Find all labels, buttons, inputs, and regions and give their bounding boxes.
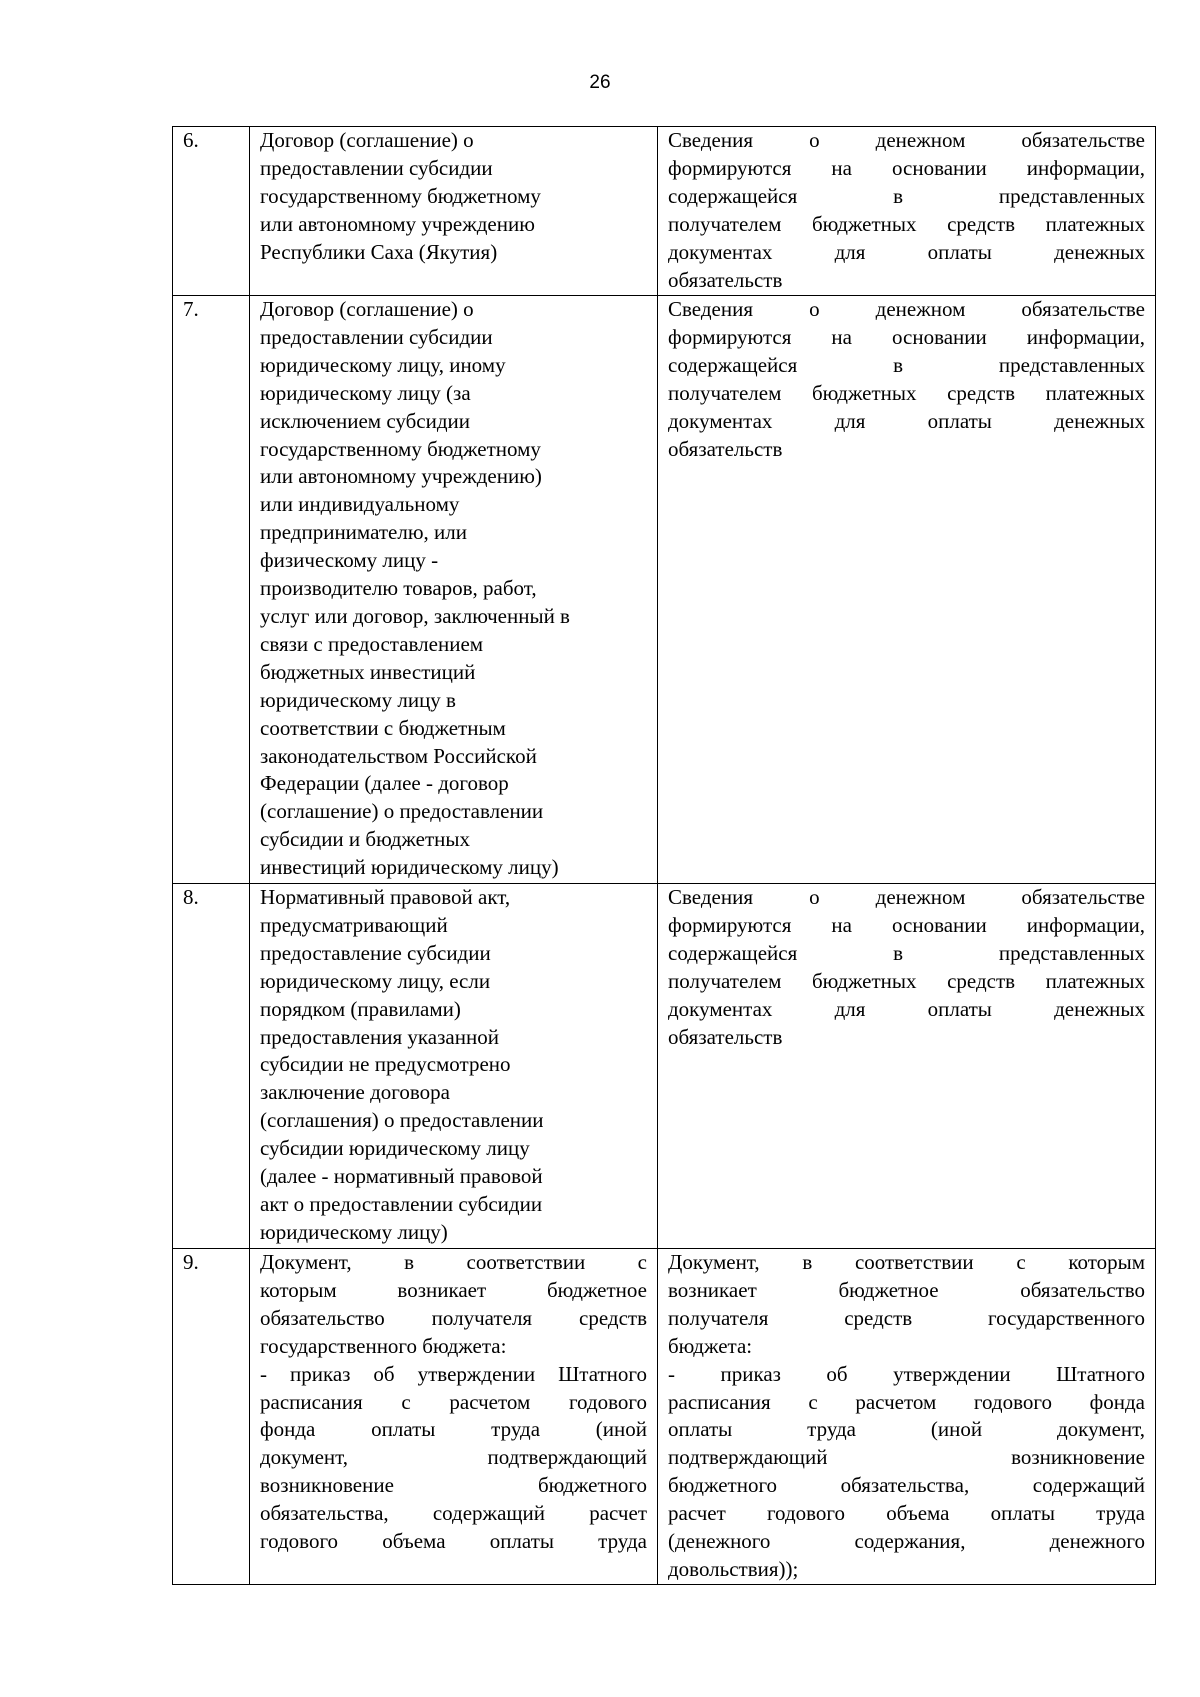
document-cell <box>250 127 658 296</box>
document-cell <box>250 1249 658 1585</box>
cell-text-line: обязательств <box>668 436 783 461</box>
cell-text-line: государственному бюджетному <box>260 183 541 208</box>
cell-text-line: формируются на основании информации, <box>668 324 1145 349</box>
row-number: 6. <box>173 127 250 296</box>
cell-text-line: Договор (соглашение) о <box>260 297 474 321</box>
cell-text-line: расчет годового объема оплаты труда <box>668 1501 1145 1526</box>
cell-text-line: Сведения о денежном обязательстве <box>668 128 1145 152</box>
cell-text-line: соответствии с бюджетным <box>260 715 506 740</box>
cell-text-line: субсидии не предусмотрено <box>260 1052 511 1077</box>
info-cell <box>658 1249 1156 1585</box>
row-number: 9. <box>173 1249 250 1585</box>
cell-text-line: бюджета: <box>668 1333 753 1358</box>
cell-text-line: порядком (правилами) <box>260 996 461 1021</box>
cell-text-line: юридическому лицу (за <box>260 380 471 405</box>
cell-text-line: предоставлении субсидии <box>260 324 493 349</box>
cell-text-line: юридическому лицу в <box>260 687 456 712</box>
cell-text-line: содержащейся в представленных <box>668 940 1145 965</box>
cell-text-line: Сведения о денежном обязательстве <box>668 885 1145 909</box>
document-table <box>172 126 1156 1585</box>
cell-text-line: исключением субсидии <box>260 408 471 433</box>
cell-text-line: Нормативный правовой акт, <box>260 885 511 909</box>
cell-text-line: документах для оплаты денежных <box>668 996 1145 1021</box>
cell-text-line: возникновение бюджетного <box>260 1473 647 1498</box>
document-cell <box>250 884 658 1249</box>
cell-text-line: довольствия)); <box>668 1556 799 1581</box>
cell-text-line: законодательством Российской <box>260 743 537 768</box>
table-row <box>173 296 1156 884</box>
cell-text-line: субсидии юридическому лицу <box>260 1136 530 1161</box>
cell-text-line: производителю товаров, работ, <box>260 576 537 601</box>
cell-text-line: (соглашение) о предоставлении <box>260 799 544 824</box>
cell-text-line: расписания с расчетом годового фонда <box>668 1389 1145 1414</box>
cell-text-line: подтверждающий возникновение <box>668 1445 1145 1470</box>
cell-text-line: получателем бюджетных средств платежных <box>668 968 1145 993</box>
cell-text-line: Сведения о денежном обязательстве <box>668 297 1145 321</box>
cell-text-line: бюджетных инвестиций <box>260 659 476 684</box>
cell-text-line: получателем бюджетных средств платежных <box>668 211 1145 236</box>
cell-text-line: предоставлении субсидии <box>260 155 493 180</box>
cell-text-line: - приказ об утверждении Штатного <box>260 1361 647 1386</box>
cell-text-line: юридическому лицу, иному <box>260 352 506 377</box>
table-row <box>173 884 1156 1249</box>
page-number: 26 <box>589 72 611 93</box>
cell-text-line: или индивидуальному <box>260 492 460 517</box>
info-cell <box>658 296 1156 884</box>
table-row <box>173 1249 1156 1585</box>
cell-text-line: годового объема оплаты труда <box>260 1529 647 1554</box>
table-row <box>173 127 1156 296</box>
cell-text-line: предпринимателю, или <box>260 520 467 545</box>
cell-text-line: заключение договора <box>260 1080 450 1105</box>
cell-text-line: содержащейся в представленных <box>668 352 1145 377</box>
cell-text-line: которым возникает бюджетное <box>260 1277 647 1302</box>
info-cell <box>658 127 1156 296</box>
row-number: 7. <box>173 296 250 884</box>
cell-text-line: получателя средств государственного <box>668 1305 1145 1330</box>
cell-text-line: Документ, в соответствии с <box>260 1250 647 1274</box>
cell-text-line: акт о предоставлении субсидии <box>260 1191 543 1216</box>
cell-text-line: услуг или договор, заключенный в <box>260 603 570 628</box>
cell-text-line: государственного бюджета: <box>260 1333 507 1358</box>
cell-text-line: обязательств <box>668 267 783 292</box>
cell-text-line: содержащейся в представленных <box>668 183 1145 208</box>
row-number: 8. <box>173 884 250 1249</box>
cell-text-line: формируются на основании информации, <box>668 912 1145 937</box>
cell-text-line: расписания с расчетом годового <box>260 1389 647 1414</box>
cell-text-line: связи с предоставлением <box>260 631 484 656</box>
cell-text-line: возникает бюджетное обязательство <box>668 1277 1145 1302</box>
info-cell <box>658 884 1156 1249</box>
cell-text-line: физическому лицу - <box>260 548 439 573</box>
cell-text-line: или автономному учреждению) <box>260 464 542 489</box>
cell-text-line: оплаты труда (иной документ, <box>668 1417 1145 1442</box>
cell-text-line: Договор (соглашение) о <box>260 128 474 152</box>
cell-text-line: инвестиций юридическому лицу) <box>260 855 559 880</box>
cell-text-line: (соглашения) о предоставлении <box>260 1108 544 1133</box>
cell-text-line: (далее - нормативный правовой <box>260 1164 543 1189</box>
cell-text-line: (денежного содержания, денежного <box>668 1529 1145 1554</box>
cell-text-line: государственному бюджетному <box>260 436 541 461</box>
cell-text-line: документах для оплаты денежных <box>668 408 1145 433</box>
cell-text-line: обязательств <box>668 1024 783 1049</box>
cell-text-line: предусматривающий <box>260 912 448 937</box>
cell-text-line: предоставления указанной <box>260 1024 499 1049</box>
cell-text-line: юридическому лицу) <box>260 1219 448 1244</box>
cell-text-line: или автономному учреждению <box>260 211 535 236</box>
cell-text-line: юридическому лицу, если <box>260 968 491 993</box>
cell-text-line: документ, подтверждающий <box>260 1445 647 1470</box>
cell-text-line: - приказ об утверждении Штатного <box>668 1361 1145 1386</box>
cell-text-line: бюджетного обязательства, содержащий <box>668 1473 1145 1498</box>
cell-text-line: обязательство получателя средств <box>260 1305 647 1330</box>
cell-text-line: Республики Саха (Якутия) <box>260 239 498 264</box>
cell-text-line: предоставление субсидии <box>260 940 491 965</box>
cell-text-line: обязательства, содержащий расчет <box>260 1501 647 1526</box>
cell-text-line: Федерации (далее - договор <box>260 771 509 796</box>
document-cell <box>250 296 658 884</box>
cell-text-line: документах для оплаты денежных <box>668 239 1145 264</box>
cell-text-line: формируются на основании информации, <box>668 155 1145 180</box>
cell-text-line: Документ, в соответствии с которым <box>668 1250 1145 1274</box>
cell-text-line: получателем бюджетных средств платежных <box>668 380 1145 405</box>
cell-text-line: субсидии и бюджетных <box>260 827 470 852</box>
cell-text-line: фонда оплаты труда (иной <box>260 1417 647 1442</box>
